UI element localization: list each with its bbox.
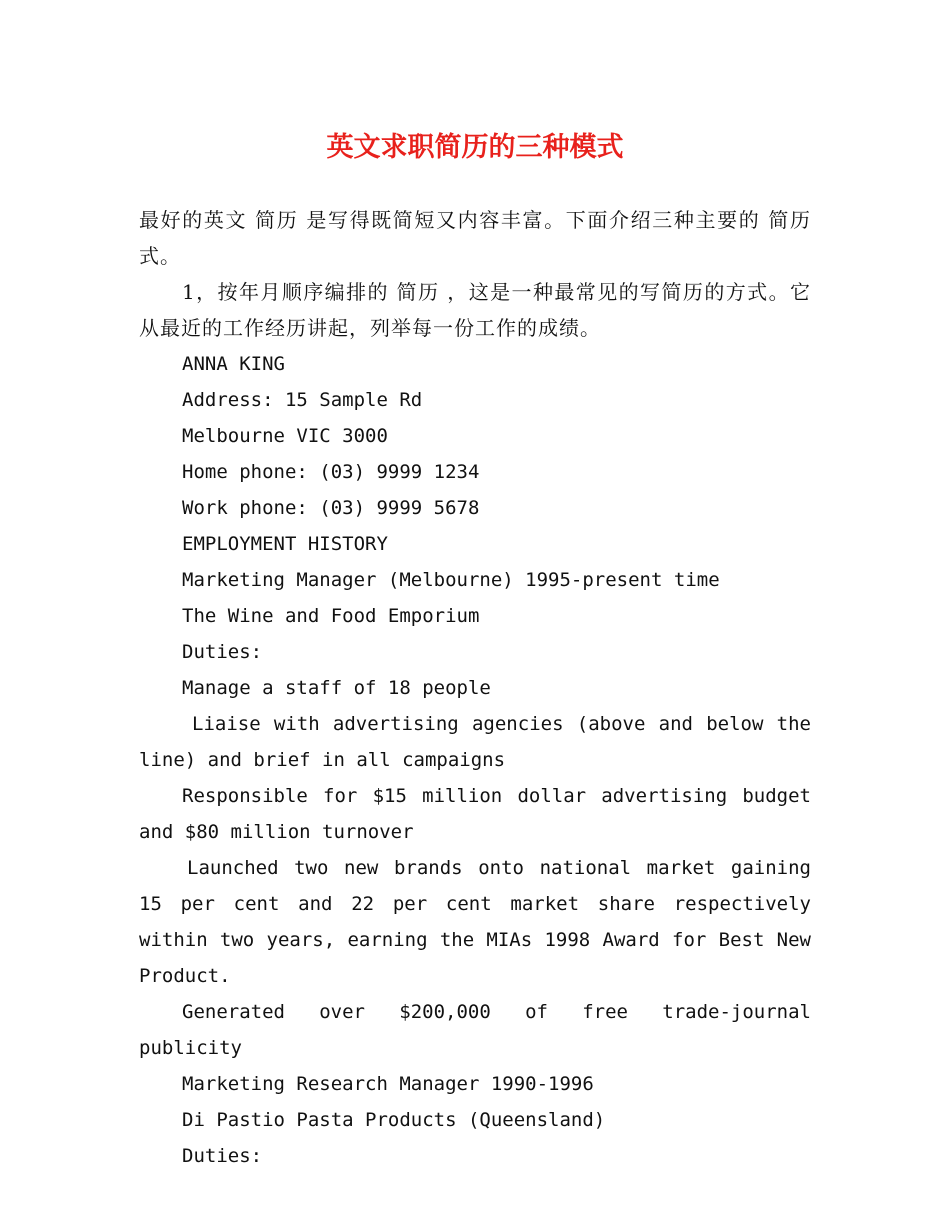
job1-duty-4: Launched two new brands onto national market gaining 15 per cent and 22 per cent market share respectively within two years, earning the MIAs 1998 Award for Best New Product. <box>139 857 811 987</box>
resume-address: Address: 15 Sample Rd <box>182 389 423 411</box>
section-1-paragraph: 1，按年月顺序编排的 简历 ，这是一种最常见的写简历的方式。它从最近的工作经历讲起，列举每一份工作的成绩。 <box>139 280 811 340</box>
document-body <box>139 202 811 1174</box>
job1-duty-5: Generated over $200,000 of free trade-journal publicity <box>139 1001 811 1059</box>
job2-title: Marketing Research Manager 1990-1996 <box>182 1073 594 1095</box>
intro-paragraph: 最好的英文 简历 是写得既简短又内容丰富。下面介绍三种主要的 简历 式。 <box>139 208 811 268</box>
job1-duties-label: Duties: <box>182 641 263 663</box>
job1-title: Marketing Manager (Melbourne) 1995-present time <box>182 569 720 591</box>
job1-duty-3: Responsible for $15 million dollar advertising budget and $80 million turnover <box>139 785 811 843</box>
employment-heading: EMPLOYMENT HISTORY <box>182 533 388 555</box>
job1-duty-1: Manage a staff of 18 people <box>182 677 491 699</box>
document-title: 英文求职简历的三种模式 <box>326 132 624 163</box>
job1-duty-2: Liaise with advertising agencies (above and below the line) and brief in all campaigns <box>139 713 811 771</box>
job2-company: Di Pastio Pasta Products (Queensland) <box>182 1109 606 1131</box>
job1-company: The Wine and Food Emporium <box>182 605 480 627</box>
job2-duties-label: Duties: <box>182 1145 263 1167</box>
resume-work-phone: Work phone: (03) 9999 5678 <box>182 497 480 519</box>
resume-name: ANNA KING <box>182 353 285 375</box>
resume-home-phone: Home phone: (03) 9999 1234 <box>182 461 480 483</box>
resume-city: Melbourne VIC 3000 <box>182 425 388 447</box>
